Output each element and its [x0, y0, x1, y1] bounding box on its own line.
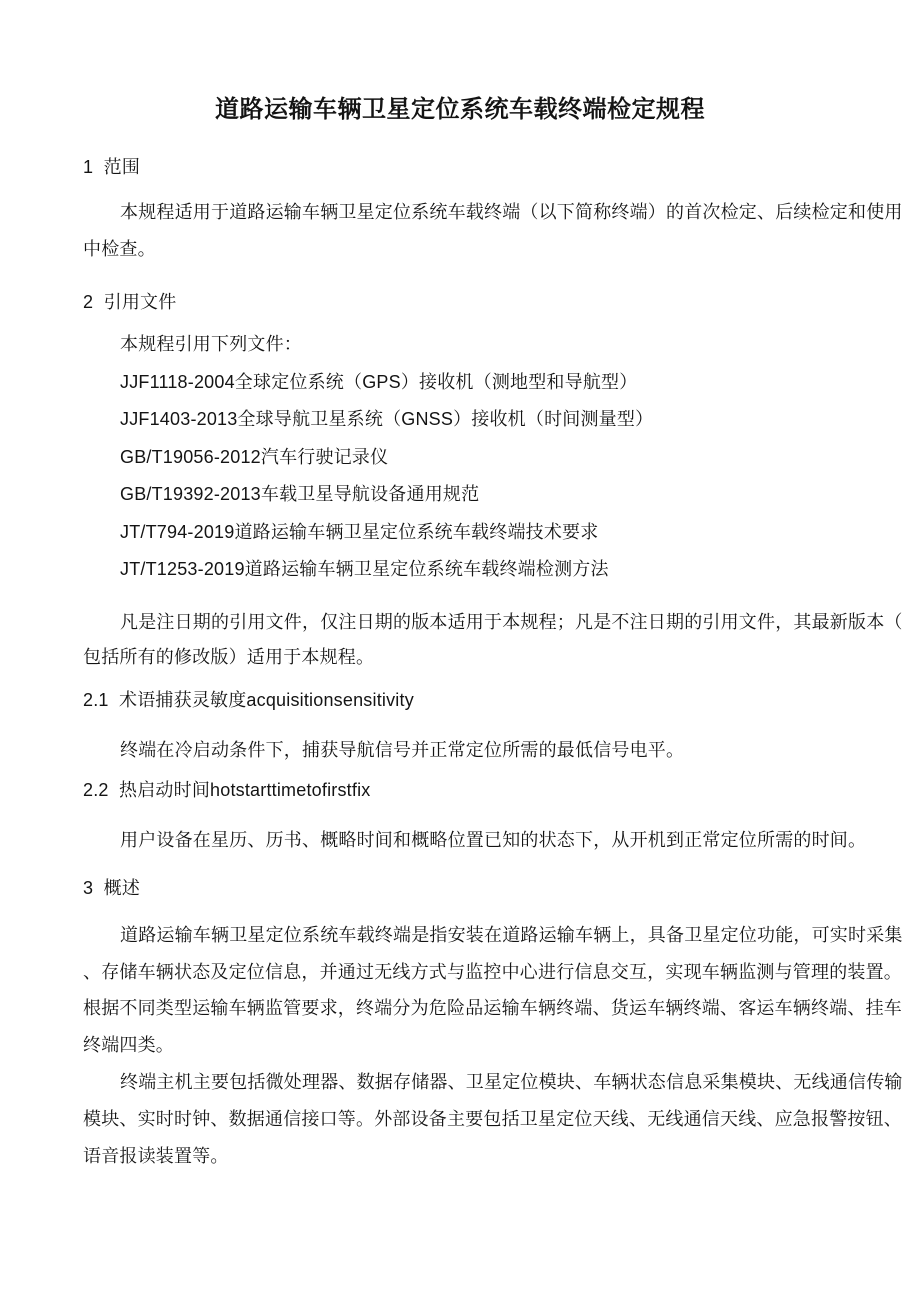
section-heading-2: 2 引用文件: [83, 292, 177, 312]
body-line: 本规程适用于道路运输车辆卫星定位系统车载终端（以下简称终端）的首次检定、后续检定和使用: [120, 202, 903, 222]
body-line: 、存储车辆状态及定位信息，并通过无线方式与监控中心进行信息交互，实现车辆监测与管理的装置。: [83, 962, 902, 982]
reference-line: JJF1403-2013全球导航卫星系统（GNSS）接收机（时间测量型）: [120, 409, 654, 429]
body-line: 终端主机主要包括微处理器、数据存储器、卫星定位模块、车辆状态信息采集模块、无线通信传输: [120, 1072, 903, 1092]
reference-line: JT/T794-2019道路运输车辆卫星定位系统车载终端技术要求: [120, 522, 599, 542]
body-line: 道路运输车辆卫星定位系统车载终端是指安装在道路运输车辆上，具备卫星定位功能，可实时采集: [120, 925, 903, 945]
reference-line: JT/T1253-2019道路运输车辆卫星定位系统车载终端检测方法: [120, 559, 609, 579]
section-heading-1: 1 范围: [83, 157, 141, 177]
body-line: 终端在冷启动条件下，捕获导航信号并正常定位所需的最低信号电平。: [120, 740, 685, 760]
body-line: 本规程引用下列文件：: [120, 334, 302, 354]
body-line: 包括所有的修改版）适用于本规程。: [83, 647, 375, 667]
reference-line: JJF1118-2004全球定位系统（GPS）接收机（测地型和导航型）: [120, 372, 638, 392]
body-line: 凡是注日期的引用文件，仅注日期的版本适用于本规程；凡是不注日期的引用文件，其最新版本（: [120, 612, 903, 632]
body-line: 用户设备在星历、历书、概略时间和概略位置已知的状态下，从开机到正常定位所需的时间。: [120, 830, 867, 850]
reference-line: GB/T19056-2012汽车行驶记录仪: [120, 447, 389, 467]
body-line: 中检查。: [83, 239, 156, 259]
document-title: 道路运输车辆卫星定位系统车载终端检定规程: [215, 96, 705, 123]
body-line: 终端四类。: [83, 1035, 174, 1055]
section-heading-2-1: 2.1 术语捕获灵敏度acquisitionsensitivity: [83, 690, 414, 710]
body-line: 模块、实时时钟、数据通信接口等。外部设备主要包括卫星定位天线、无线通信天线、应急报警按钮、: [83, 1109, 902, 1129]
body-line: 根据不同类型运输车辆监管要求，终端分为危险品运输车辆终端、货运车辆终端、客运车辆终端、挂车: [83, 998, 902, 1018]
section-heading-3: 3 概述: [83, 878, 141, 898]
body-line: 语音报读装置等。: [83, 1146, 229, 1166]
reference-line: GB/T19392-2013车载卫星导航设备通用规范: [120, 484, 480, 504]
section-heading-2-2: 2.2 热启动时间hotstarttimetofirstfix: [83, 780, 371, 800]
